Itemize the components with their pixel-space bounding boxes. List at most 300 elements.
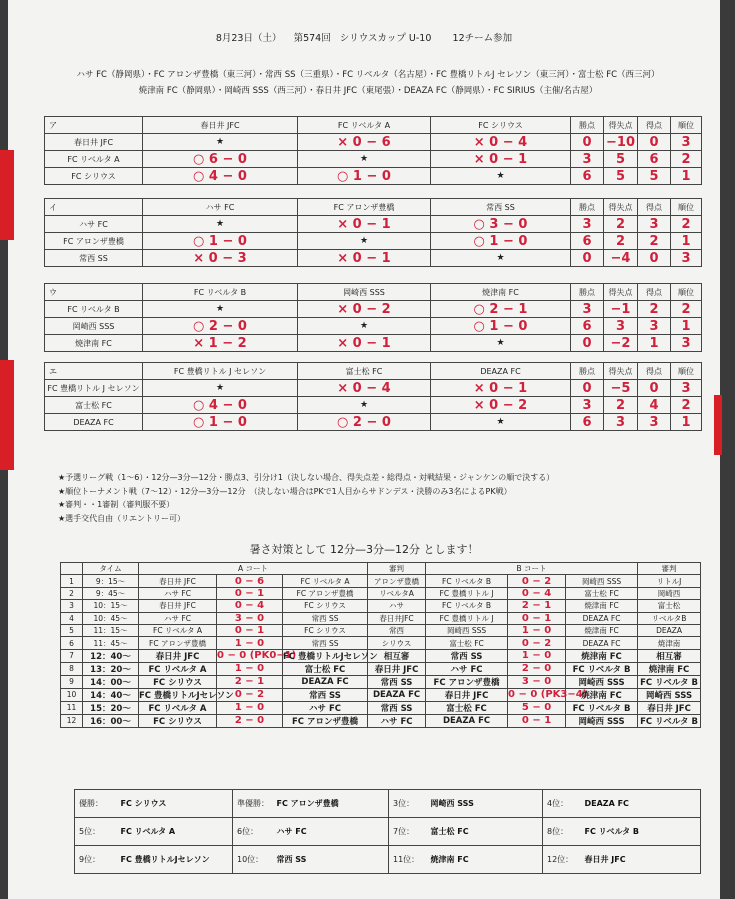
score-b: 2 − 1 xyxy=(508,600,566,612)
rank-label: 優勝： xyxy=(75,790,117,818)
team-stat: 2 xyxy=(671,216,702,233)
team-stat: 3 xyxy=(671,335,702,352)
red-tab-right xyxy=(714,395,722,455)
away-team-a: FC アロンザ豊橋 xyxy=(283,714,368,727)
score-b: 0 − 0 (PK3−4) xyxy=(508,689,588,701)
stat-header: 勝点 xyxy=(571,284,604,301)
rules-notes xyxy=(58,471,554,525)
match-result: ★ xyxy=(298,397,431,414)
stat-header: 得失点 xyxy=(604,117,638,134)
home-team-b: FC リベルタ B xyxy=(426,600,508,612)
score-b: 0 − 1 xyxy=(508,612,566,624)
score-b: 0 − 4 xyxy=(508,587,566,599)
team-list-line2: 焼津南 FC（静岡県）・岡崎西 SSS（西三河）・春日井 JFC（東尾張）・DEAZA FC（静岡県）・FC SIRIUS（主催/名古屋） xyxy=(138,86,598,96)
match-result: ★ xyxy=(298,318,431,335)
match-result: ○ 4 − 0 xyxy=(143,397,298,414)
team-stat: 0 xyxy=(571,134,604,151)
tournament-sheet xyxy=(8,0,720,899)
stat-header: 順位 xyxy=(671,199,702,216)
stat-header: 勝点 xyxy=(571,363,604,380)
rank-team: ハサ FC xyxy=(273,818,389,846)
group-col-team: 常西 SS xyxy=(431,199,571,216)
group-row xyxy=(45,134,702,151)
schedule-row xyxy=(61,624,701,636)
note-1: ★予選リーグ戦（1〜6）・12分—3分—12分・勝点3、引分け1（決しない場合、得失点差・総得点・対戦結果・ジャンケンの順で決する） xyxy=(58,473,555,482)
referee-b: DEAZA xyxy=(638,624,701,636)
home-team-a: FC リベルタ A xyxy=(139,624,217,636)
team-stat: 2 xyxy=(604,216,638,233)
team-stat: 1 xyxy=(638,335,671,352)
match-result: ○ 1 − 0 xyxy=(143,233,298,250)
group-row xyxy=(45,168,702,185)
ranking-row xyxy=(75,818,701,846)
team-stat: 6 xyxy=(571,414,604,431)
group-row xyxy=(45,380,702,397)
row-team: FC リベルタ A xyxy=(45,151,143,168)
schedule-table xyxy=(60,562,701,728)
referee-a: 春日井 JFC xyxy=(368,662,426,675)
stat-header: 得点 xyxy=(638,363,671,380)
match-number: 2 xyxy=(61,587,83,599)
rank-label: 11位： xyxy=(389,846,427,874)
referee-b: FC リベルタ B xyxy=(638,675,701,688)
heat-note: 暑さ対策として 12分—3分—12分 とします！ xyxy=(249,543,479,556)
stat-header: 得点 xyxy=(638,199,671,216)
score-a: 0 − 1 xyxy=(217,587,283,599)
referee-b: 富士松 xyxy=(638,600,701,612)
match-result: × 0 − 1 xyxy=(298,216,431,233)
home-team-b: 岡崎西 SSS xyxy=(426,624,508,636)
team-stat: 1 xyxy=(671,414,702,431)
away-team-b: 焼津南 FC xyxy=(566,600,638,612)
referee-b: 焼津南 FC xyxy=(638,662,701,675)
rank-team: 焼津南 FC xyxy=(427,846,543,874)
score-b: 1 − 0 xyxy=(508,649,566,662)
stat-header: 順位 xyxy=(671,117,702,134)
rank-team: 春日井 JFC xyxy=(581,846,701,874)
home-team-a: FC アロンザ豊橋 xyxy=(139,637,217,649)
match-number: 1 xyxy=(61,575,83,587)
team-stat: 3 xyxy=(571,216,604,233)
match-number: 4 xyxy=(61,612,83,624)
time-header: タイム xyxy=(83,563,139,575)
away-team-b: FC リベルタ B xyxy=(566,662,638,675)
match-result: ○ 1 − 0 xyxy=(143,414,298,431)
team-stat: 6 xyxy=(571,168,604,185)
group-row xyxy=(45,397,702,414)
team-stat: 0 xyxy=(638,250,671,267)
court-a-header: A コート xyxy=(139,563,368,575)
score-a: 0 − 0 (PK0−1) xyxy=(217,650,297,662)
score-a: 2 − 0 xyxy=(217,714,283,727)
schedule-row xyxy=(61,587,701,599)
row-team: 常西 SS xyxy=(45,250,143,267)
match-result: × 0 − 2 xyxy=(298,301,431,318)
schedule-row xyxy=(61,701,701,714)
match-number: 12 xyxy=(61,714,83,727)
team-stat: 6 xyxy=(571,233,604,250)
team-stat: 3 xyxy=(671,380,702,397)
kickoff-time: 11：45〜 xyxy=(83,637,139,649)
team-stat: 0 xyxy=(638,134,671,151)
score-b: 5 − 0 xyxy=(508,701,566,714)
group-col-team: FC リベルタ B xyxy=(143,284,298,301)
group-row xyxy=(45,318,702,335)
team-stat: 2 xyxy=(671,397,702,414)
match-result: ○ 1 − 0 xyxy=(431,318,571,335)
team-stat: 5 xyxy=(638,168,671,185)
team-stat: −10 xyxy=(604,134,638,151)
sheet-title: 8月23日（土） 第574回 シリウスカップ U-10 12チーム参加 xyxy=(215,33,513,44)
team-stat: −1 xyxy=(604,301,638,318)
schedule-row xyxy=(61,600,701,612)
match-result: ○ 1 − 0 xyxy=(298,168,431,185)
referee-b: リベルタB xyxy=(638,612,701,624)
score-b: 2 − 0 xyxy=(508,662,566,675)
away-team-a: FC リベルタ A xyxy=(283,575,368,587)
schedule-row xyxy=(61,637,701,649)
away-team-b: 岡崎西 SSS xyxy=(566,575,638,587)
score-b: 0 − 2 xyxy=(508,575,566,587)
match-number: 5 xyxy=(61,624,83,636)
rank-team: FC シリウス xyxy=(117,790,233,818)
away-team-b: 富士松 FC xyxy=(566,587,638,599)
referee-b: 岡崎西 xyxy=(638,587,701,599)
team-stat: −2 xyxy=(604,335,638,352)
note-3: ★審判・・1審制（審判服不要） xyxy=(58,500,175,509)
away-team-b: 岡崎西 SSS xyxy=(566,714,638,727)
referee-a: 常西 SS xyxy=(368,701,426,714)
rank-label: 12位： xyxy=(543,846,581,874)
home-team-b: 春日井 JFC xyxy=(426,688,508,701)
match-result: ★ xyxy=(431,250,571,267)
team-stat: 6 xyxy=(638,151,671,168)
team-stat: 3 xyxy=(638,216,671,233)
referee-a: リベルタA xyxy=(368,587,426,599)
schedule-row xyxy=(61,662,701,675)
away-team-a: FC シリウス xyxy=(283,624,368,636)
referee-a: 春日井JFC xyxy=(368,612,426,624)
rank-team: FC リベルタ A xyxy=(117,818,233,846)
team-stat: 3 xyxy=(638,414,671,431)
rank-team: 常西 SS xyxy=(273,846,389,874)
match-result: ★ xyxy=(431,168,571,185)
schedule-row xyxy=(61,688,701,701)
rank-team: FC リベルタ B xyxy=(581,818,701,846)
group-col-team: 富士松 FC xyxy=(298,363,431,380)
team-stat: 0 xyxy=(571,380,604,397)
home-team-b: FC 豊橋リトル J xyxy=(426,612,508,624)
stat-header: 得点 xyxy=(638,117,671,134)
stat-header: 勝点 xyxy=(571,117,604,134)
referee-a: ハサ xyxy=(368,600,426,612)
row-team: DEAZA FC xyxy=(45,414,143,431)
group-row xyxy=(45,216,702,233)
group-name: ウ xyxy=(45,284,143,301)
referee-a: 常西 xyxy=(368,624,426,636)
away-team-b: 焼津南 FC xyxy=(566,624,638,636)
stat-header: 勝点 xyxy=(571,199,604,216)
team-stat: 3 xyxy=(671,134,702,151)
team-stat: −4 xyxy=(604,250,638,267)
row-team: 岡崎西 SSS xyxy=(45,318,143,335)
match-result: × 0 − 1 xyxy=(298,335,431,352)
team-stat: 1 xyxy=(671,168,702,185)
referee-header-a: 審判 xyxy=(368,563,426,575)
score-a: 2 − 1 xyxy=(217,675,283,688)
rank-team: FC 豊橋リトルJセレソン xyxy=(117,846,233,874)
match-number: 6 xyxy=(61,637,83,649)
match-result: × 0 − 3 xyxy=(143,250,298,267)
match-result: ★ xyxy=(298,233,431,250)
referee-b: FC リベルタ B xyxy=(638,714,701,727)
home-team-a: 春日井 JFC xyxy=(139,600,217,612)
away-team-a: FC 豊橋リトルJセレソン xyxy=(283,649,368,662)
court-b-header: B コート xyxy=(426,563,638,575)
group-col-team: FC アロンザ豊橋 xyxy=(298,199,431,216)
group-table-4 xyxy=(44,362,702,431)
team-stat: 6 xyxy=(571,318,604,335)
team-stat: 2 xyxy=(671,301,702,318)
team-stat: 4 xyxy=(638,397,671,414)
match-result: × 0 − 2 xyxy=(431,397,571,414)
group-name: エ xyxy=(45,363,143,380)
note-4: ★選手交代自由（リエントリー可） xyxy=(58,513,186,523)
row-team: FC 豊橋リトル J セレソン xyxy=(45,380,143,397)
score-b: 0 − 2 xyxy=(508,637,566,649)
home-team-a: FC シリウス xyxy=(139,714,217,727)
team-stat: 1 xyxy=(671,318,702,335)
score-b: 3 − 0 xyxy=(508,675,566,688)
team-stat: 2 xyxy=(604,397,638,414)
schedule-row xyxy=(61,649,701,662)
group-col-team: FC シリウス xyxy=(431,117,571,134)
note-2: ★順位トーナメント戦（7〜12）・12分—3分—12分 （決しない場合はPKで1人目からサドンデス・決勝のみ3名によるPK戦） xyxy=(58,486,512,496)
red-tab-bottom xyxy=(0,360,14,470)
stat-header: 得失点 xyxy=(604,199,638,216)
group-col-team: FC リベルタ A xyxy=(298,117,431,134)
group-table-1 xyxy=(44,116,702,185)
kickoff-time: 9：15〜 xyxy=(83,575,139,587)
rank-label: 9位： xyxy=(75,846,117,874)
rank-label: 5位： xyxy=(75,818,117,846)
kickoff-time: 10：15〜 xyxy=(83,600,139,612)
team-stat: 0 xyxy=(571,250,604,267)
kickoff-time: 16：00〜 xyxy=(83,714,139,727)
kickoff-time: 10：45〜 xyxy=(83,612,139,624)
match-number: 3 xyxy=(61,600,83,612)
rank-label: 準優勝： xyxy=(233,790,273,818)
team-stat: 2 xyxy=(638,233,671,250)
kickoff-time: 15：20〜 xyxy=(83,701,139,714)
rank-team: FC アロンザ豊橋 xyxy=(273,790,389,818)
home-team-a: ハサ FC xyxy=(139,612,217,624)
referee-b: 焼津南 xyxy=(638,637,701,649)
score-a: 0 − 4 xyxy=(217,600,283,612)
group-row xyxy=(45,151,702,168)
home-team-b: 常西 SS xyxy=(426,649,508,662)
rank-label: 8位： xyxy=(543,818,581,846)
group-name: ア xyxy=(45,117,143,134)
match-result: × 0 − 1 xyxy=(431,151,571,168)
rank-label: 6位： xyxy=(233,818,273,846)
team-stat: 3 xyxy=(604,318,638,335)
score-a: 0 − 2 xyxy=(217,688,283,701)
group-table-3 xyxy=(44,283,702,352)
kickoff-time: 14：00〜 xyxy=(83,675,139,688)
match-number: 9 xyxy=(61,675,83,688)
referee-a: 常西 SS xyxy=(368,675,426,688)
away-team-a: 常西 SS xyxy=(283,637,368,649)
stat-header: 順位 xyxy=(671,363,702,380)
home-team-a: 春日井 JFC xyxy=(139,649,217,662)
stat-header: 得失点 xyxy=(604,363,638,380)
rank-label: 7位： xyxy=(389,818,427,846)
home-team-b: 富士松 FC xyxy=(426,637,508,649)
referee-a: シリウス xyxy=(368,637,426,649)
team-stat: 5 xyxy=(604,168,638,185)
referee-b: 岡崎西 SSS xyxy=(638,688,701,701)
match-result: ○ 2 − 0 xyxy=(298,414,431,431)
away-team-b: DEAZA FC xyxy=(566,612,638,624)
referee-b: 相互審 xyxy=(638,649,701,662)
group-row xyxy=(45,301,702,318)
away-team-a: FC シリウス xyxy=(283,600,368,612)
rank-team: 岡崎西 SSS xyxy=(427,790,543,818)
match-result: ○ 3 − 0 xyxy=(431,216,571,233)
kickoff-time: 9：45〜 xyxy=(83,587,139,599)
row-team: 春日井 JFC xyxy=(45,134,143,151)
home-team-b: 富士松 FC xyxy=(426,701,508,714)
row-team: FC シリウス xyxy=(45,168,143,185)
ranking-row xyxy=(75,790,701,818)
home-team-a: FC リベルタ A xyxy=(139,662,217,675)
score-b: 1 − 0 xyxy=(508,624,566,636)
team-stat: 2 xyxy=(604,233,638,250)
away-team-b: 焼津南 FC xyxy=(566,649,638,662)
row-team: FC アロンザ豊橋 xyxy=(45,233,143,250)
away-team-a: DEAZA FC xyxy=(283,675,368,688)
kickoff-time: 11：15〜 xyxy=(83,624,139,636)
kickoff-time: 14：40〜 xyxy=(83,688,139,701)
group-col-team: 春日井 JFC xyxy=(143,117,298,134)
red-tab-top xyxy=(0,150,14,240)
group-col-team: ハサ FC xyxy=(143,199,298,216)
team-stat: 5 xyxy=(604,151,638,168)
match-result: ○ 6 − 0 xyxy=(143,151,298,168)
schedule-row xyxy=(61,714,701,727)
referee-b: 春日井 JFC xyxy=(638,701,701,714)
rank-label: 3位： xyxy=(389,790,427,818)
home-team-b: FC アロンザ豊橋 xyxy=(426,675,508,688)
rank-label: 10位： xyxy=(233,846,273,874)
group-row xyxy=(45,233,702,250)
team-stat: 3 xyxy=(671,250,702,267)
team-stat: 3 xyxy=(604,414,638,431)
referee-a: 相互審 xyxy=(368,649,426,662)
match-result: ★ xyxy=(143,380,298,397)
match-result: ★ xyxy=(298,151,431,168)
match-result: ★ xyxy=(143,216,298,233)
match-number: 11 xyxy=(61,701,83,714)
row-team: 焼津南 FC xyxy=(45,335,143,352)
score-a: 1 − 0 xyxy=(217,637,283,649)
team-stat: 2 xyxy=(638,301,671,318)
home-team-a: 春日井 JFC xyxy=(139,575,217,587)
group-col-team: 焼津南 FC xyxy=(431,284,571,301)
stat-header: 得点 xyxy=(638,284,671,301)
match-result: × 0 − 4 xyxy=(431,134,571,151)
group-col-team: DEAZA FC xyxy=(431,363,571,380)
match-result: ★ xyxy=(431,414,571,431)
team-stat: 0 xyxy=(571,335,604,352)
away-team-a: 富士松 FC xyxy=(283,662,368,675)
home-team-b: DEAZA FC xyxy=(426,714,508,727)
match-result: ★ xyxy=(431,335,571,352)
home-team-b: FC 豊橋リトル J xyxy=(426,587,508,599)
rank-team: 富士松 FC xyxy=(427,818,543,846)
referee-a: ハサ FC xyxy=(368,714,426,727)
home-team-a: FC 豊橋リトルJセレソン xyxy=(139,688,217,701)
away-team-a: ハサ FC xyxy=(283,701,368,714)
match-result: × 0 − 4 xyxy=(298,380,431,397)
match-result: ○ 2 − 0 xyxy=(143,318,298,335)
away-team-b: 岡崎西 SSS xyxy=(566,675,638,688)
score-a: 0 − 6 xyxy=(217,575,283,587)
match-result: × 1 − 2 xyxy=(143,335,298,352)
referee-b: リトルJ xyxy=(638,575,701,587)
kickoff-time: 13：20〜 xyxy=(83,662,139,675)
score-a: 1 − 0 xyxy=(217,662,283,675)
schedule-row xyxy=(61,575,701,587)
row-team: ハサ FC xyxy=(45,216,143,233)
team-stat: 2 xyxy=(671,151,702,168)
match-result: ○ 2 − 1 xyxy=(431,301,571,318)
row-team: 富士松 FC xyxy=(45,397,143,414)
home-team-a: ハサ FC xyxy=(139,587,217,599)
home-team-a: FC リベルタ A xyxy=(139,701,217,714)
group-row xyxy=(45,335,702,352)
match-result: ○ 1 − 0 xyxy=(431,233,571,250)
away-team-a: 常西 SS xyxy=(283,688,368,701)
group-name: イ xyxy=(45,199,143,216)
away-team-b: FC リベルタ B xyxy=(566,701,638,714)
group-table-2 xyxy=(44,198,702,267)
match-result: × 0 − 6 xyxy=(298,134,431,151)
team-stat: 3 xyxy=(638,318,671,335)
team-stat: 3 xyxy=(571,397,604,414)
score-a: 0 − 1 xyxy=(217,624,283,636)
away-team-b: 焼津南 FC xyxy=(566,688,638,701)
team-stat: 0 xyxy=(638,380,671,397)
match-number: 8 xyxy=(61,662,83,675)
rank-label: 4位： xyxy=(543,790,581,818)
ranking-row xyxy=(75,846,701,874)
group-col-team: 岡崎西 SSS xyxy=(298,284,431,301)
kickoff-time: 12：40〜 xyxy=(83,649,139,662)
match-result: ★ xyxy=(143,134,298,151)
schedule-row xyxy=(61,675,701,688)
stat-header: 順位 xyxy=(671,284,702,301)
stat-header: 得失点 xyxy=(604,284,638,301)
match-result: ★ xyxy=(143,301,298,318)
team-list-line1: ハサ FC（静岡県）・FC アロンザ豊橋（東三河）・常西 SS（三重県）・FC リベルタ（名古屋）・FC 豊橋リトルJ セレソン（東三河）・富士松 FC（西三河） xyxy=(76,70,660,80)
team-stat: 3 xyxy=(571,151,604,168)
score-a: 3 − 0 xyxy=(217,612,283,624)
away-team-b: DEAZA FC xyxy=(566,637,638,649)
rank-team: DEAZA FC xyxy=(581,790,701,818)
match-result: ○ 4 − 0 xyxy=(143,168,298,185)
